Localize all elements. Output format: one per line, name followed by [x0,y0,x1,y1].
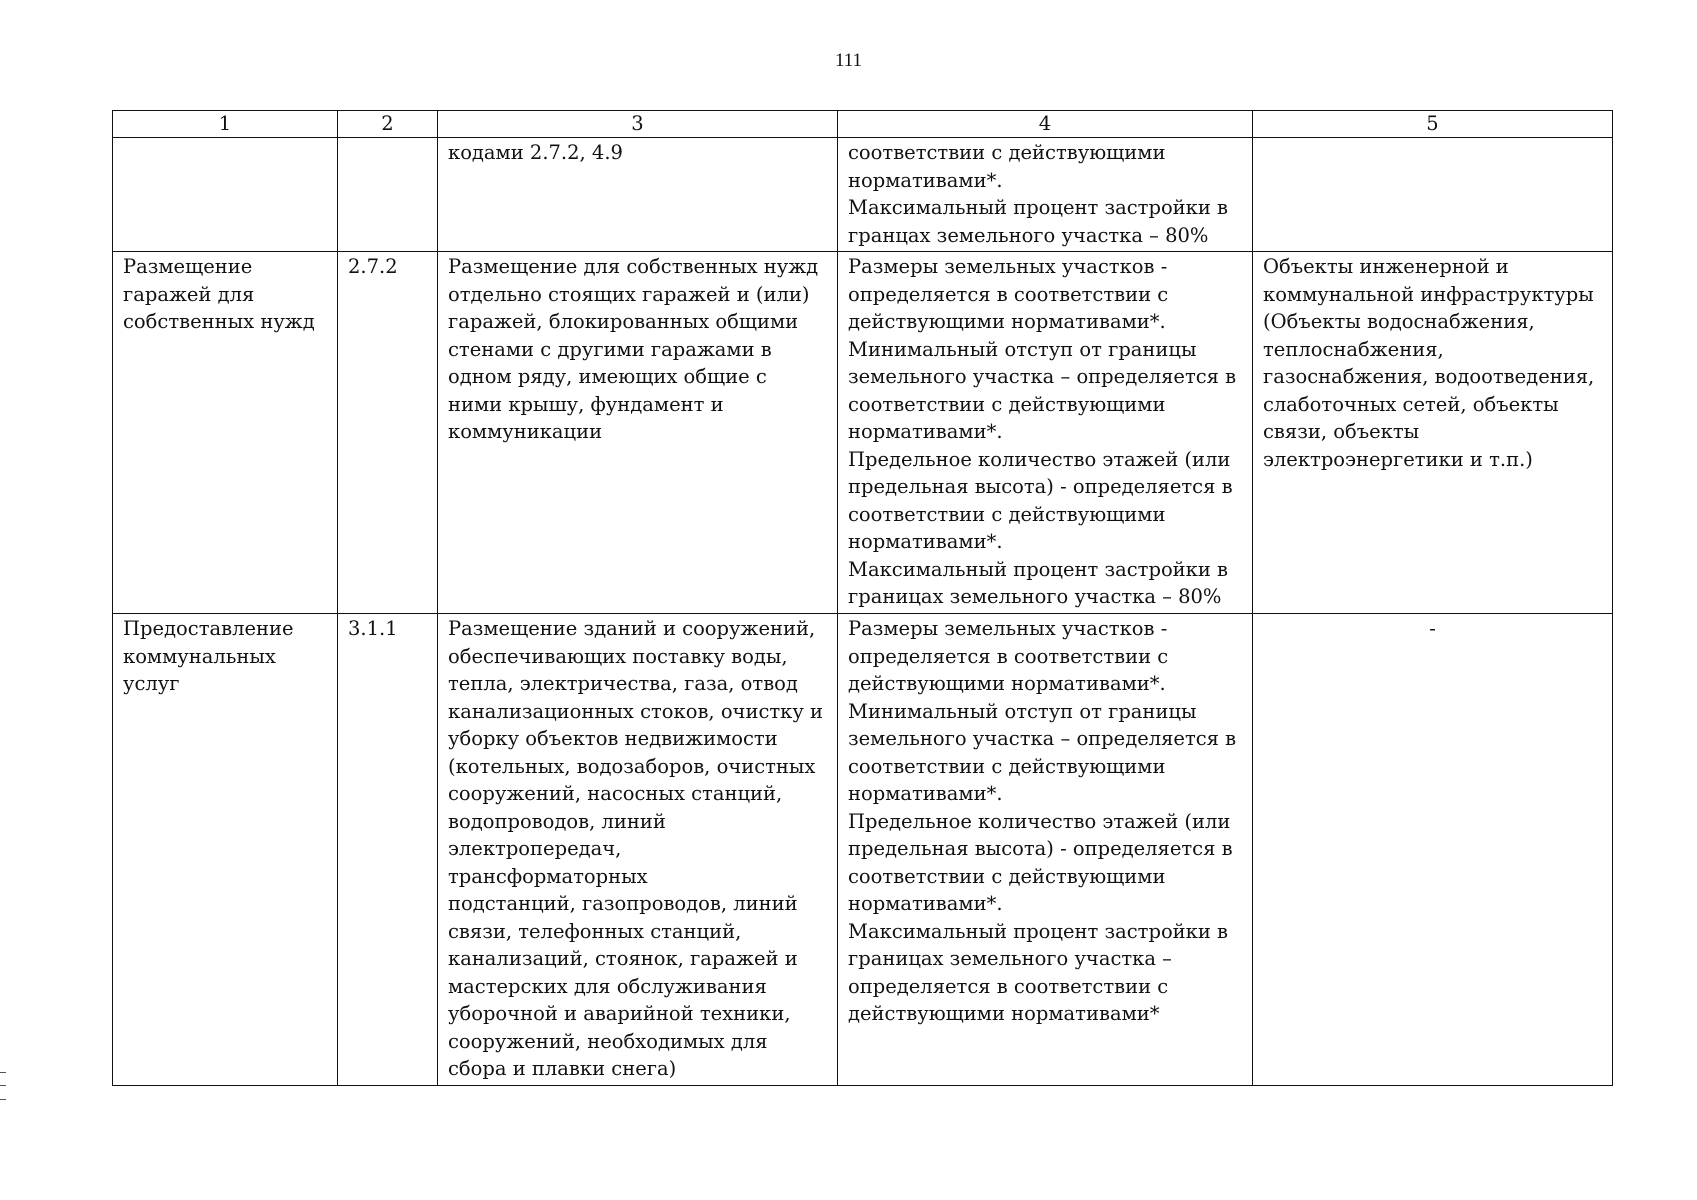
use-code-cell: 3.1.1 [338,614,438,1086]
parameters-cell: Размеры земельных участков - определяется в соответствии с действующими нормативами*. Минимальный отступ от границы земельного участка – определяется в соответствии с действующими нормативами*. Предельное количество этажей (или предельная высота) - определяется в соответствии с действующими нормативами*. Максимальный процент застройки в границах земельного участка – 80% [838,252,1253,614]
regulations-table [112,110,1613,1086]
header-cell-1: 1 [113,111,338,138]
header-cell-3: 3 [438,111,838,138]
use-name-cell: Предоставление коммунальных услуг [113,614,338,1086]
table-row [113,138,1613,252]
use-description-cell: Размещение зданий и сооружений, обеспечивающих поставку воды, тепла, электричества, газа, отвод канализационных стоков, очистку и уборку объектов недвижимости (котельных, водозаборов, очистных сооружений, насосных станций, водопроводов, линий электропередач, трансформаторных подстанций, газопроводов, линий связи, телефонных станций, канализаций, стоянок, гаражей и мастерских для обслуживания уборочной и аварийной техники, сооружений, необходимых для сбора и плавки снега) [438,614,838,1086]
use-name-cell [113,138,338,252]
use-code-cell [338,138,438,252]
use-code-cell: 2.7.2 [338,252,438,614]
objects-cell: - [1253,614,1613,1086]
page-number: 111 [834,50,863,71]
table-row [113,252,1613,614]
header-cell-5: 5 [1253,111,1613,138]
header-row [113,111,1613,138]
table-row [113,614,1613,1086]
use-description-cell: кодами 2.7.2, 4.9 [438,138,838,252]
use-description-cell: Размещение для собственных нужд отдельно стоящих гаражей и (или) гаражей, блокированных общими стенами с другими гаражами в одном ряду, имеющих общие с ними крышу, фундамент и коммуникации [438,252,838,614]
header-cell-2: 2 [338,111,438,138]
use-name-cell: Размещение гаражей для собственных нужд [113,252,338,614]
scan-margin-mark [0,1072,6,1100]
parameters-cell: Размеры земельных участков - определяется в соответствии с действующими нормативами*. Минимальный отступ от границы земельного участка – определяется в соответствии с действующими нормативами*. Предельное количество этажей (или предельная высота) - определяется в соответствии с действующими нормативами*. Максимальный процент застройки в границах земельного участка – определяется в соответствии с действующими нормативами* [838,614,1253,1086]
header-cell-4: 4 [838,111,1253,138]
parameters-cell: соответствии с действующими нормативами*. Максимальный процент застройки в гранцах земельного участка – 80% [838,138,1253,252]
objects-cell: Объекты инженерной и коммунальной инфраструктуры (Объекты водоснабжения, теплоснабжения, газоснабжения, водоотведения, слаботочных сетей, объекты связи, объекты электроэнергетики и т.п.) [1253,252,1613,614]
objects-cell [1253,138,1613,252]
